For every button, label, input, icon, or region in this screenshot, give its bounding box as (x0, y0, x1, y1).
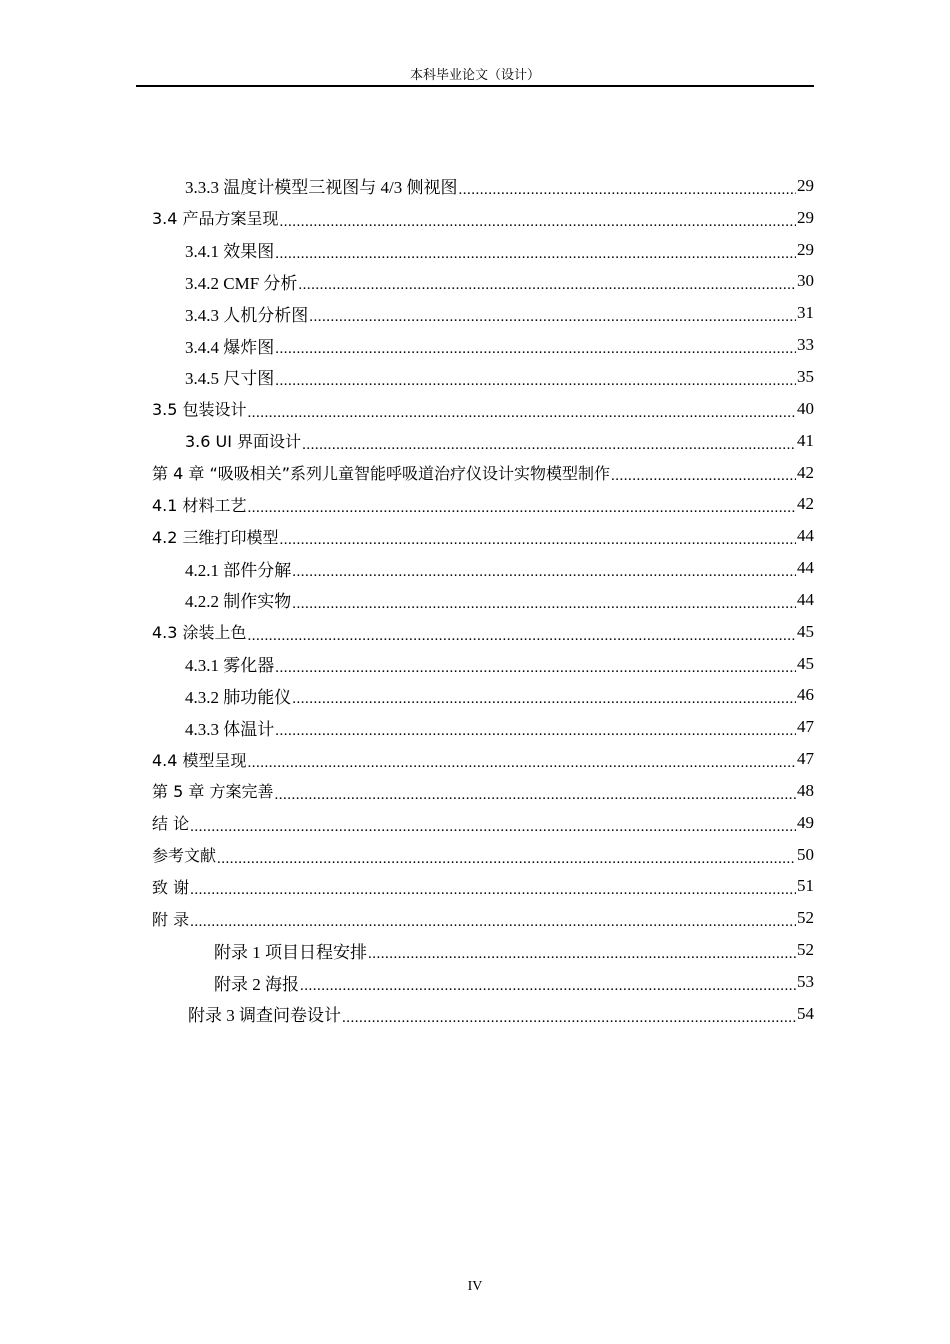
toc-entry-title: 4.4 模型呈现 (152, 750, 247, 770)
toc-entry-title: 参考文献 (152, 846, 217, 866)
toc-entry[interactable] (152, 839, 814, 871)
toc-entry[interactable] (152, 202, 814, 234)
toc-entry-title: 第 4 章 “吸吸相关”系列儿童智能呼吸道治疗仪设计实物模型制作 (152, 464, 611, 484)
toc-entry-page: 29 (797, 239, 814, 259)
toc-entry-page: 41 (797, 430, 814, 450)
toc-entry-title: 3.3.3 温度计模型三视图与 4/3 侧视图 (185, 178, 458, 198)
toc-dot-leader (275, 375, 796, 393)
toc-dot-leader (292, 598, 796, 616)
toc-entry[interactable] (152, 520, 814, 552)
toc-entry-title: 第 5 章 方案完善 (152, 782, 274, 802)
toc-entry-title: 附录 3 调查问卷设计 (188, 1006, 341, 1026)
toc-entry-title: 3.4.4 爆炸图 (185, 337, 275, 357)
toc-dot-leader (298, 279, 796, 297)
toc-entry[interactable] (152, 680, 814, 712)
toc-dot-leader (292, 566, 796, 584)
toc-dot-leader (248, 407, 796, 425)
toc-entry-title: 4.3 涂装上色 (152, 623, 247, 643)
toc-entry-title: 3.4.5 尺寸图 (185, 369, 275, 389)
toc-dot-leader (611, 470, 796, 488)
toc-entry-title: 3.4 产品方案呈现 (152, 209, 279, 229)
toc-entry[interactable] (152, 488, 814, 520)
toc-entry[interactable] (152, 234, 814, 266)
toc-entry-page: 42 (797, 462, 814, 482)
toc-entry-page: 30 (797, 271, 814, 291)
page-number: IV (467, 1279, 483, 1294)
toc-dot-leader (190, 916, 796, 934)
page-header-title: 本科毕业论文（设计） (409, 67, 540, 82)
toc-entry-page: 48 (797, 780, 814, 800)
toc-entry-title: 致 谢 (152, 877, 190, 897)
header-divider (136, 85, 814, 87)
toc-entry-page: 54 (797, 1003, 814, 1023)
toc-entry[interactable] (152, 266, 814, 298)
toc-dot-leader (248, 630, 796, 648)
toc-entry[interactable] (152, 297, 814, 329)
toc-entry-page: 47 (797, 717, 814, 737)
toc-entry-title: 附录 2 海报 (214, 974, 299, 994)
toc-entry-title: 4.2.1 部件分解 (185, 560, 292, 580)
toc-entry[interactable] (152, 966, 814, 998)
toc-entry[interactable] (152, 393, 814, 425)
toc-dot-leader (190, 821, 796, 839)
toc-entry-title: 结 论 (152, 814, 190, 834)
toc-entry-page: 29 (797, 175, 814, 195)
toc-entry-page: 44 (797, 558, 814, 578)
toc-dot-leader (309, 311, 796, 329)
toc-dot-leader (190, 884, 796, 902)
toc-entry[interactable] (152, 998, 814, 1030)
toc-entry-page: 33 (797, 335, 814, 355)
toc-entry-title: 附录 1 项目日程安排 (214, 942, 367, 962)
toc-dot-leader (292, 693, 796, 711)
toc-entry-title: 4.2.2 制作实物 (185, 592, 292, 612)
toc-entry[interactable] (152, 934, 814, 966)
toc-dot-leader (275, 725, 796, 743)
table-of-contents (152, 170, 814, 1030)
toc-entry-page: 44 (797, 589, 814, 609)
toc-entry-page: 31 (797, 303, 814, 323)
toc-entry-page: 49 (797, 812, 814, 832)
toc-entry[interactable] (152, 457, 814, 489)
toc-dot-leader (280, 534, 796, 552)
toc-entry-page: 46 (797, 685, 814, 705)
toc-entry-page: 29 (797, 207, 814, 227)
toc-entry-title: 3.6 UI 界面设计 (185, 432, 302, 452)
toc-dot-leader (248, 757, 796, 775)
toc-entry[interactable] (152, 648, 814, 680)
toc-dot-leader (300, 980, 796, 998)
toc-entry[interactable] (152, 361, 814, 393)
toc-entry-title: 4.2 三维打印模型 (152, 527, 279, 547)
toc-entry-page: 45 (797, 621, 814, 641)
toc-entry-page: 47 (797, 749, 814, 769)
toc-entry-page: 44 (797, 526, 814, 546)
toc-entry-page: 50 (797, 844, 814, 864)
toc-entry-page: 42 (797, 494, 814, 514)
toc-entry-title: 3.4.3 人机分析图 (185, 305, 309, 325)
toc-dot-leader (302, 439, 796, 457)
toc-entry-title: 4.1 材料工艺 (152, 495, 247, 515)
toc-entry[interactable] (152, 329, 814, 361)
toc-entry-title: 4.3.3 体温计 (185, 719, 275, 739)
toc-entry[interactable] (152, 902, 814, 934)
toc-dot-leader (274, 789, 796, 807)
toc-entry-page: 53 (797, 972, 814, 992)
toc-entry[interactable] (152, 552, 814, 584)
toc-dot-leader (275, 343, 796, 361)
toc-entry[interactable] (152, 584, 814, 616)
toc-entry-page: 40 (797, 398, 814, 418)
toc-dot-leader (217, 853, 796, 871)
toc-dot-leader (275, 248, 796, 266)
toc-entry-title: 4.3.2 肺功能仪 (185, 687, 292, 707)
toc-entry-title: 3.5 包装设计 (152, 400, 247, 420)
toc-entry-title: 4.3.1 雾化器 (185, 656, 275, 676)
toc-entry[interactable] (152, 616, 814, 648)
toc-entry[interactable] (152, 711, 814, 743)
toc-entry[interactable] (152, 425, 814, 457)
toc-entry[interactable] (152, 775, 814, 807)
toc-entry[interactable] (152, 807, 814, 839)
toc-dot-leader (368, 948, 796, 966)
toc-dot-leader (280, 216, 796, 234)
toc-dot-leader (458, 184, 796, 202)
toc-entry-title: 3.4.2 CMF 分析 (185, 273, 298, 293)
toc-entry-title: 附 录 (152, 909, 190, 929)
toc-entry[interactable] (152, 743, 814, 775)
toc-entry-title: 3.4.1 效果图 (185, 242, 275, 262)
toc-entry-page: 35 (797, 366, 814, 386)
toc-dot-leader (342, 1012, 796, 1030)
toc-entry[interactable] (152, 871, 814, 903)
toc-entry-page: 45 (797, 653, 814, 673)
toc-entry-page: 51 (797, 876, 814, 896)
toc-entry-page: 52 (797, 908, 814, 928)
toc-entry[interactable] (152, 170, 814, 202)
toc-entry-page: 52 (797, 940, 814, 960)
toc-dot-leader (275, 662, 796, 680)
toc-dot-leader (248, 502, 796, 520)
